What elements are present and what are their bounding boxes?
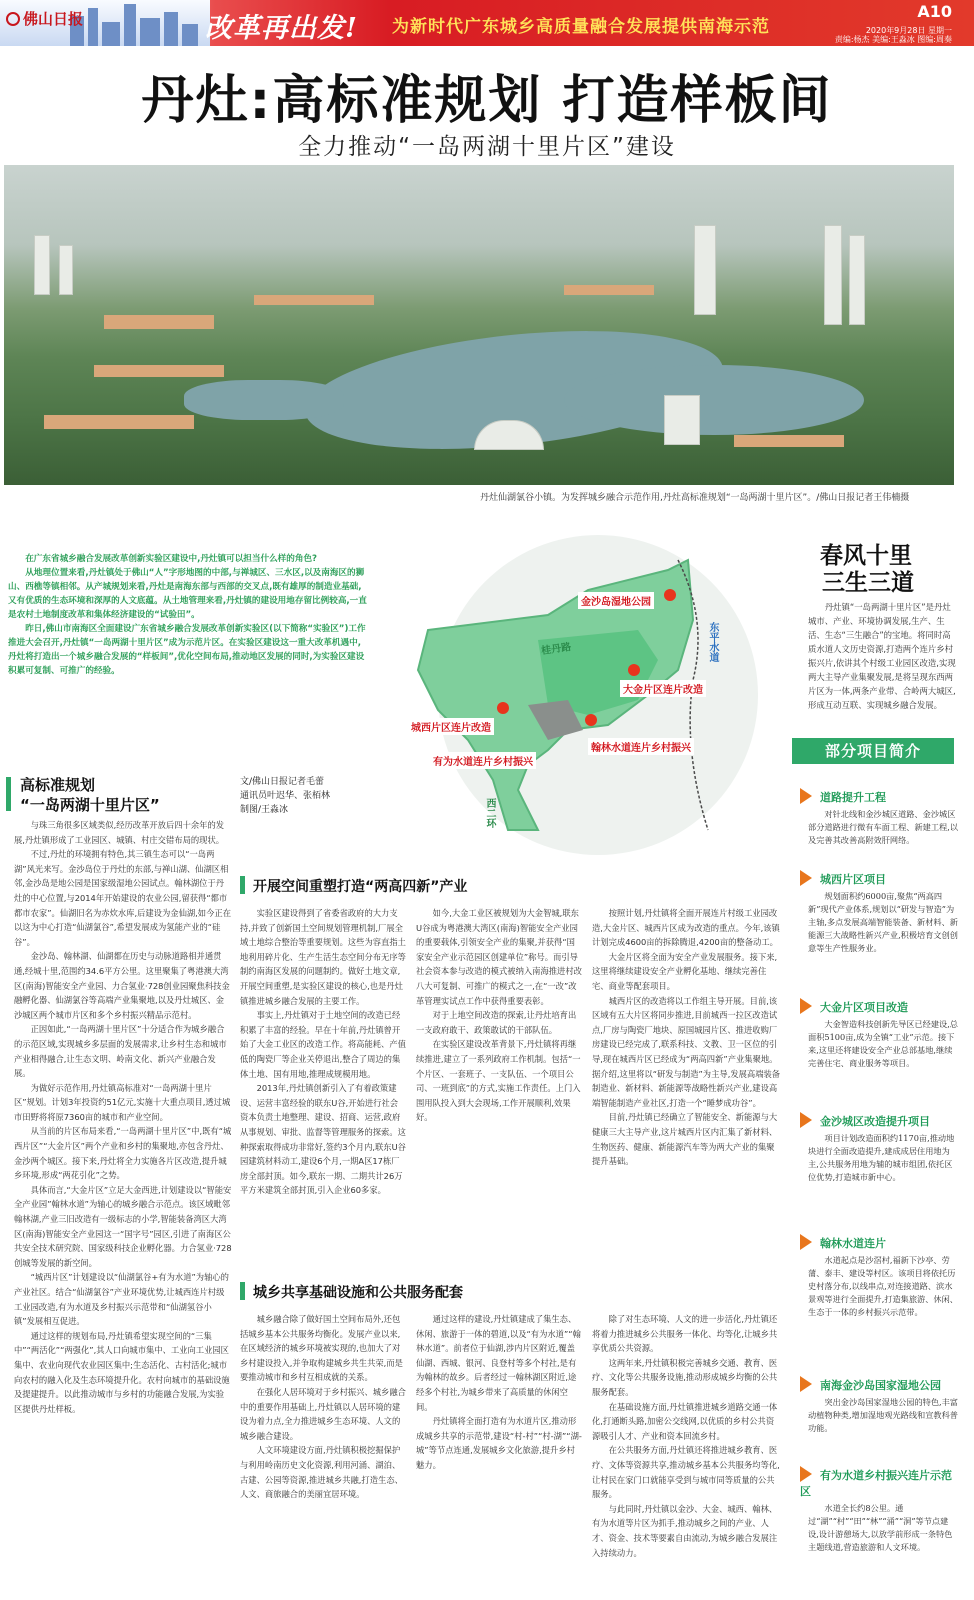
section1-heading: 高标准规划 “一岛两湖十里片区”: [20, 775, 160, 815]
project-item: 有为水道乡村振兴连片示范区 水道全长约8公里。通过“湖”“村”“田”“林”“涌”“洞”等节点建设,设计游憩场大,以放学前形成一条特色主题线道,营造旅游和人文环境。: [800, 1466, 958, 1554]
marker-hanlin: [585, 714, 597, 726]
issue-date: 2020年9月28日 星期一: [865, 26, 952, 35]
section2-col3: 按照计划,丹灶镇将全面开展连片村级工业园改造,大金片区、城西片区成为改造的重点。今年,该镇计划完成4600亩的拆除腾退,4200亩的整备动工。 大金片区将全面为安全产业发展服务。接下来,这里将继续建设安全产业孵化基地、继续完善住宅、商业等配套项目。 城西片区的改造将以工作组主导开展。目前,该区域有五大片区将同步推进,目前城西一拉区改造试点,厂房与陶瓷厂地块、原国城园片区、推进收购厂房建设已经完成了,联系科技、文教、卫一区位的引导,现在城西片区已经成为“两高四新”产业集聚地。据介绍,这里将以“研发与制造”为主导,发展高端装备制造业、新材料、新能源等战略性新兴产业,建设高端智能制造产业社区,打造一个“睡梦成功谷”。 目前,丹灶镇已经确立了智能安全、新能源与大健康三大主导产业,这片城西片区内汇集了新材料、生物医药、健康、新能源汽车等为两大产业的集聚提升基础。: [592, 908, 781, 1167]
subheadline: 全力推动“一岛两湖十里片区”建设: [298, 134, 676, 160]
map-label-chengxi: 城西片区连片改造: [408, 718, 494, 735]
section2-col2: 如今,大金工业区被规划为大金智城,联东U谷成为粤港澳大湾区(南海)智能安全产业园的重要载体,引领安全产业的集聚,并获得“国家安全产业示范园区创建单位”称号。而引导社会资本参与改造的模式被纳入南海推进村改八大可复制、可推广的模式之一,在“一改”改革管理实试点工作中获得重要表彰。 对于上地空间改造的探索,让丹灶培育出一支政府敢干、政策敢试的干部队伍。 在实验区建设改革背景下,丹灶镇将再继续推进,建立了一系列政府工作机制。包括“一个片区、一套班子、一支队伍、一个项目公司、一班到底”的方式,实施工作责任。上门入围用队投入到大会现场,工作开展顺利,效果好。: [416, 908, 582, 1123]
intro-para: 从地理位置来看,丹灶镇处于佛山“人”字形地图的中部,与禅城区、三水区,以及南海区的狮山、西樵等镇相邻。从产城规划来看,丹灶是南海东部与西部的交叉点,既有雄厚的制造业基础,又有优质的生态环境和深厚的人文底蕴。从土地管理来看,丹灶镇的建设用地存留比例较高,一直是农村土地制度改革和集体经济建设的“试验田”。: [8, 568, 367, 620]
issue-meta: [835, 26, 952, 44]
marker-dajin: [628, 664, 640, 676]
map-road-xi2: 西二环: [484, 798, 495, 828]
section3-col1: 城乡融合除了做好国土空间布局外,还包括城乡基本公共服务均衡化。发展产业以来,在区域经济的城乡环境被实现的,也加大了对乡村建设投入,并争取构建城乡共生共荣,而是要推动城市和乡村互相成就的关系。 在强化人居环境对于乡村振兴、城乡融合中的重要作用基础上,丹灶镇以人居环境的建设为着力点,全力推进城乡生态环境、人文的城乡融合建设。 人文环境建设方面,丹灶镇积极挖掘保护与利用岭南历史文化资源,利用河涌、湖泊、古建、公园等资源,推进城乡共融,打造生态、人文、商旅融合的美丽宜居环境。: [240, 1314, 406, 1500]
headline: 丹灶:高标准规划 打造样板间: [141, 71, 833, 131]
map-label-youwei: 有为水道连片乡村振兴: [430, 752, 536, 769]
map-label-jinsha: 金沙岛湿地公园: [578, 592, 654, 609]
arrow-icon: [800, 1112, 812, 1128]
map-label-hanlin: 翰林水道连片乡村振兴: [588, 738, 694, 755]
intro-para: 在广东省城乡融合发展改革创新实验区建设中,丹灶镇可以担当什么样的角色?: [25, 554, 318, 564]
heading-accent: [6, 777, 11, 811]
banner-slogan: 改革再出发!: [205, 13, 358, 44]
marker-chengxi: [497, 702, 509, 714]
heading-accent: [240, 876, 245, 894]
marker-jinsha: [664, 589, 676, 601]
map-road-dongping: 东平水道: [707, 622, 718, 662]
intro-para: 昨日,佛山市南海区全面建设广东省城乡融合发展改革创新实验区(以下简称“实验区”)工作推进大会召开,丹灶镇“一岛两湖十里片区”成为示范片区。在实验区建设这一重大改革机遇中,丹灶将打造出一个城乡融合发展的“样板间”,优化空间布局,推动地区发展的同时,为实验区建设积累可复制、可推广的经验。: [8, 624, 366, 676]
arrow-icon: [800, 788, 812, 804]
project-item: 道路提升工程 对针北线和金沙城区道路、金沙城区部分道路进行微有车面工程、新建工程,以及完善其改善高附效肝网络。: [800, 788, 958, 847]
page-number: A10: [917, 2, 952, 21]
arrow-icon: [800, 870, 812, 886]
newspaper-logo: 佛山日报: [6, 8, 83, 29]
section1-body: 与珠三角很多区域类似,经历改革开放后四十余年的发展,丹灶镇形成了工业园区、城镇、村庄交错布局的现状。 不过,丹灶的环境拥有特色,其三镇生态可以“一岛两湖”风光来写。金沙岛位于丹灶的东部,与禅山湖、仙湖区相邻,金沙岛是地公园是国家级湿地公园试点。翰林湖位于丹灶的中心位置,与2014年开始建设的农业公园,留获得“都市都市农家”。仙湖旧名为赤炊水库,后建设为金仙湖,如今正在以这为中心打造“仙湖氯谷”,希望发展成为氢能产业的“硅谷”。 金沙岛、翰林湖、仙湖都在历史与动脉道路相并通贯通,经城十里,范围约34.6平方公里。这里聚集了粤港澳大湾区(南海)智能安全产业园、力合氢业·728创业园聚焦科技金融孵化器、仙湖氯谷等高端产业集聚地,以及丹灶城区、金沙城区两个城市片区和多个乡村振兴精品示范村。 正因如此,“一岛两湖十里片区”十分适合作为城乡融合的示范区域,实现城乡多层面的发展需求,让乡村生态和城市产业相得融合,让生态文明、岭南文化、新兴产业融合发展。 为做好示范作用,丹灶镇高标准对“一岛两湖十里片区”规划。计划3年投资约51亿元,实施十大重点项目,透过城市田野将将原7360亩的城市和产业空间。 从当前的片区布局来看,“一岛两湖十里片区”中,既有“城西片区”“大金片区”两个产业和乡村的集聚地,亦包含丹灶、金沙两个城区。接下来,丹灶将全力实施各片区改造,提升城乡环境,形成“两花引化”之势。 具体而言,“大金片区”立足大金西进,计划建设以“智能安全产业园”翰林水道”为轴心的城乡融合示范点。该区域毗邻翰林湖,产业三旧改造有一级标志的小学,智能装备湾区大湾区(南海)智能安全产业园这一“国字号”园区,引进了南海区公共安全技术研究院、国家级科技企业孵化器。力合氢业·728创城等发展的新空间。 “城西片区”计划建设以“仙湖氯谷+有为水道”为轴心的产业社区。结合“仙湖氯谷”产业环境优势,让城西连片村级工业园改造,有为水道及乡村振兴示范带和“仙湖氢谷小镇”发展相互促进。 通过这样的规划布局,丹灶镇希望实现空间的“三集中”“两活化”“两强化”,其人口向城市集中、工业向工业园区集中、农业向现代农业园区集中;生态活化、古村活化;城市向农村的融入化及生态环境提升化。农村向城市的基础设施及提建提升。以此推动城市与乡村的功能融合发展,为实验区提供丹灶样板。: [14, 820, 232, 1414]
arrow-icon: [800, 1376, 812, 1392]
sidebar-title: 春风十里 三生三道: [820, 542, 914, 596]
top-banner: [0, 0, 974, 46]
arrow-icon: [800, 1234, 812, 1250]
arrow-icon: [800, 998, 812, 1014]
section2-heading: 开展空间重塑打造“两高四新”产业: [240, 876, 467, 896]
project-item: 大金片区项目改造 大金智造科技创新先导区已经建设,总面积5100亩,成为全镇“工业”示范。接下来,这里还将建设安全产业总部基地,继续完善住宅、商业服务等项目。: [800, 998, 958, 1070]
logo-icon: [6, 12, 20, 26]
section3-heading: 城乡共享基础设施和公共服务配套: [240, 1282, 463, 1302]
project-item: 南海金沙岛国家湿地公园 突出金沙岛国家湿地公园的特色,丰富动植物种类,增加湿地观光路线和宣教科普功能。: [800, 1376, 958, 1435]
projects-title-bar: 部分项目简介: [792, 738, 954, 764]
project-item: 金沙城区改造提升项目 项目计划改造面积约1170亩,推动地块进行全面改造提升,建成成居住用地为主,公共服务用地为辅的城市组团,依托区位优势,打造城市新中心。: [800, 1112, 958, 1184]
aerial-photo: [4, 165, 954, 485]
sidebar-body: 丹灶镇“一岛两湖十里片区”是丹灶城市、产业、环境协调发展,生产、生活、生态“三生融合”的宝地。将同时高质水道人文历史资源,打造两个连片乡村振兴片,依讲其个村级工业园区改造,实现两大主导产业集聚发展,是将呈现东西两片区为一体,两条产业带、合岭两大城区,形成互动互联、实现城乡融合发展。: [808, 602, 956, 710]
arrow-icon: [800, 1466, 812, 1482]
section2-col1: 实验区建设得到了省委省政府的大力支持,并致了创新国土空间规划管理机制,厂展全域土地综合整治等重要规划。这些为容直指土地利用碎片化、生产生活生态空间分布无序等制约南海区发展的问题制约。做好土地文章,开展空间重塑,是实验区建设的核心,也是丹灶镇推进城乡融合发展的主要工作。 事实上,丹灶镇对于土地空间的改造已经积累了丰富的经验。早在十年前,丹灶镇曾开始了大金工业区的改造工作。将高能耗、产值低的陶瓷厂等企业关停退出,整合了周边的集体土地、国有用地,推理成规模用地。 2013年,丹灶镇创新引入了有着政策建设、运营丰富经验的联东U谷,开始进行社会资本负责土地整理、建设、招商、运营,政府从事规划、审批、监督等管理服务的探索。这种探索取得成功非常好,签约3个月内,联东U谷园建筑材料动工,建设6个月,一期A区17栋厂房全部封顶。如今,联东一期、二期共计26万平方米建筑全部封顶,引入企业60多家。: [240, 908, 406, 1196]
project-item: 城西片区项目 规划面积约6000亩,聚焦“两高四新”现代产业体系,规划以“研发与智造”为主轴,多点发展高端智能装备、新材料、新能源三大战略性新兴产业,积极培育文创创意等生产性服务业。: [800, 870, 958, 955]
section3-col2: 通过这样的建设,丹灶镇建成了集生态、休闲、旅游于一体的碧道,以及“有为水道”“翰林水道”。前者位于仙湖,涉内片区附近,覆盖仙湖、西城、银河、良登村等多个村社,是有为翰林的故乡。后者经过一翰林湖区附近,途经多个村社,为城乡带来了高质量的休闲空间。 丹灶镇将全面打造有为水道片区,推动形成城乡共享的示范带,建设“村-村”“村-湖”“湖-城”等节点连通,发展城乡文化旅游,提升乡村魅力。: [416, 1314, 582, 1470]
issue-editors: 责编:杨杰 美编:王淼冰 图编:周奏: [834, 35, 952, 44]
photo-caption: 丹灶仙湖氯谷小镇。为发挥城乡融合示范作用,丹灶高标准规划“一岛两湖十里片区”。/佛山日报记者王伟楠摄: [480, 493, 910, 503]
heading-accent: [240, 1282, 245, 1300]
map-graphic: [408, 530, 788, 860]
byline: 文/佛山日报记者毛蕾 通讯员叶迟华、张栢林 制图/王淼冰: [240, 777, 331, 815]
map-road-guidan: 桂丹路: [540, 641, 572, 658]
section3-col3: 除了对生态环境、人文的进一步活化,丹灶镇还将着力推进城乡公共服务一体化、均等化,让城乡共享优质公共资源。 这两年来,丹灶镇积极完善城乡交通、教育、医疗、文化等公共服务设施,推动形成城乡均衡的公共服务配套。 在基础设施方面,丹灶镇推进城乡道路交通一体化,打通断头路,加密公交线网,以优质的乡村公共资源吸引人才、产业和资本回流乡村。 在公共服务方面,丹灶镇还将推进城乡教育、医疗、文体等资源共享,推动城乡基本公共服务均等化,让村民在家门口就能享受到与城市同等质量的公共服务。 与此同时,丹灶镇以金沙、大金、城西、翰林、有为水道等片区为抓手,推动城乡之间的产业、人才、资金、技术等要素自由流动,为城乡融合发展注入持续动力。: [592, 1314, 780, 1558]
map-label-dajin: 大金片区连片改造: [620, 680, 706, 697]
intro-paragraphs: [8, 552, 368, 678]
banner-subtitle: 为新时代广东城乡高质量融合发展提供南海示范: [392, 17, 770, 37]
project-item: 翰林水道连片 水道起点是沙滘村,福新下沙亭、劳蒲、泰丰、建设等村区。该项目将依托历史村落分布,以线串点,对连接道路、滨水景观等进行全面提升,打造集旅游、休闲、生态于一体的乡村振兴示范带。: [800, 1234, 958, 1319]
district-map: [408, 530, 788, 860]
